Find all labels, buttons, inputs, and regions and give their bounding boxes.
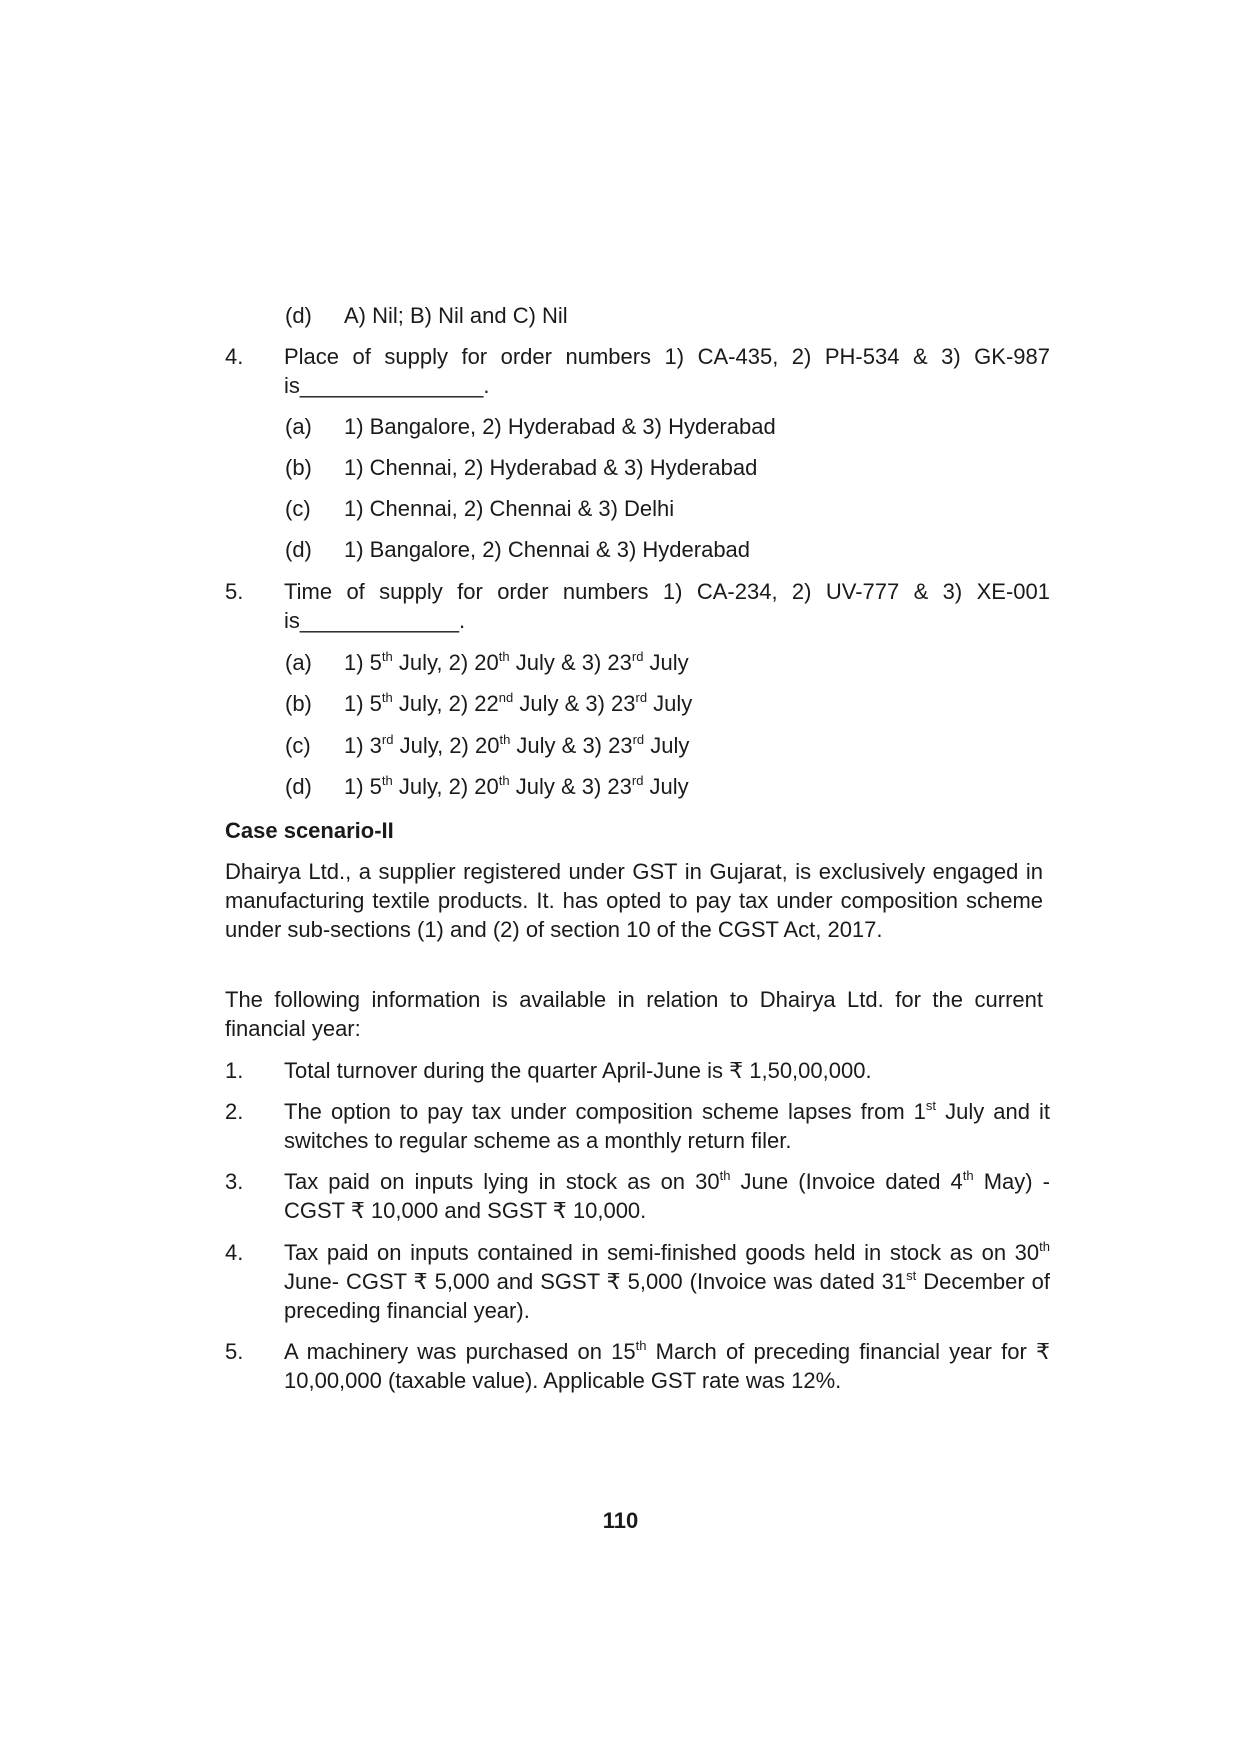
item-number: 3.	[225, 1169, 244, 1194]
case-item-3	[225, 1167, 1050, 1225]
option-label: (a)	[285, 650, 312, 675]
option-label: (d)	[285, 774, 312, 799]
item-number: 4.	[225, 1240, 244, 1265]
q5-option-c	[285, 731, 1050, 760]
page-number: 110	[602, 1508, 639, 1533]
option-text: 1) Bangalore, 2) Chennai & 3) Hyderabad	[344, 537, 751, 562]
case-item-2	[225, 1097, 1050, 1155]
option-text: 1) 5th July, 2) 20th July & 3) 23rd July	[344, 649, 689, 675]
option-text: 1) Chennai, 2) Chennai & 3) Delhi	[344, 496, 675, 521]
item-text: A machinery was purchased on 15th March of preceding financial year for ₹ 10,00,000 (taxable value). Applicable GST rate was 12%.	[284, 1338, 1050, 1393]
option-text: 1) 3rd July, 2) 20th July & 3) 23rd July	[344, 732, 690, 758]
item-text: Total turnover during the quarter April-June is ₹ 1,50,00,000.	[284, 1058, 872, 1083]
option-text: A) Nil; B) Nil and C) Nil	[344, 303, 568, 328]
option-text: 1) Chennai, 2) Hyderabad & 3) Hyderabad	[344, 455, 758, 480]
option-text: 1) 5th July, 2) 22nd July & 3) 23rd July	[344, 690, 693, 716]
q4-option-d	[285, 535, 1050, 564]
case-item-1	[225, 1056, 1050, 1085]
case-item-4	[225, 1238, 1050, 1325]
item-number: 2.	[225, 1099, 244, 1124]
case-heading: Case scenario-II	[225, 818, 394, 843]
q5-option-b	[285, 689, 1050, 718]
item-text: Tax paid on inputs lying in stock as on 30th June (Invoice dated 4th May) - CGST ₹ 10,000 and SGST ₹ 10,000.	[284, 1168, 1050, 1223]
q4-option-a	[285, 412, 1050, 441]
case-intro: Dhairya Ltd., a supplier registered under GST in Gujarat, is exclusively engaged in manufacturing textile products. It. has opted to pay tax under composition scheme under sub-sections (1) and (2) of section 10 of the CGST Act, 2017.	[225, 859, 1043, 942]
option-text: 1) 5th July, 2) 20th July & 3) 23rd July	[344, 773, 689, 799]
option-label: (b)	[285, 691, 312, 716]
option-label: (b)	[285, 455, 312, 480]
q3-option-d	[285, 301, 1050, 330]
q4-option-c	[285, 494, 1050, 523]
item-text: The option to pay tax under composition scheme lapses from 1st July and it switches to regular scheme as a monthly return filer.	[284, 1098, 1050, 1153]
option-label: (c)	[285, 733, 311, 758]
option-label: (c)	[285, 496, 311, 521]
option-label: (a)	[285, 414, 312, 439]
question-5	[225, 577, 1050, 635]
item-text: Tax paid on inputs contained in semi-finished goods held in stock as on 30th June- CGST ₹ 5,000 and SGST ₹ 5,000 (Invoice was dated 31st December of preceding financial year).	[284, 1239, 1050, 1323]
option-label: (d)	[285, 303, 312, 328]
option-text: 1) Bangalore, 2) Hyderabad & 3) Hyderabad	[344, 414, 776, 439]
question-number: 5.	[225, 579, 244, 604]
option-label: (d)	[285, 537, 312, 562]
question-number: 4.	[225, 344, 244, 369]
item-number: 1.	[225, 1058, 244, 1083]
question-text: Place of supply for order numbers 1) CA-435, 2) PH-534 & 3) GK-987 is_______________.	[284, 344, 1050, 398]
question-4	[225, 342, 1050, 400]
q5-option-d	[285, 772, 1050, 801]
q4-option-b	[285, 453, 1050, 482]
q5-option-a	[285, 648, 1050, 677]
item-number: 5.	[225, 1339, 244, 1364]
question-text: Time of supply for order numbers 1) CA-234, 2) UV-777 & 3) XE-001 is_____________.	[284, 579, 1050, 633]
case-item-5	[225, 1337, 1050, 1395]
case-info: The following information is available in relation to Dhairya Ltd. for the current financial year:	[225, 987, 1043, 1041]
